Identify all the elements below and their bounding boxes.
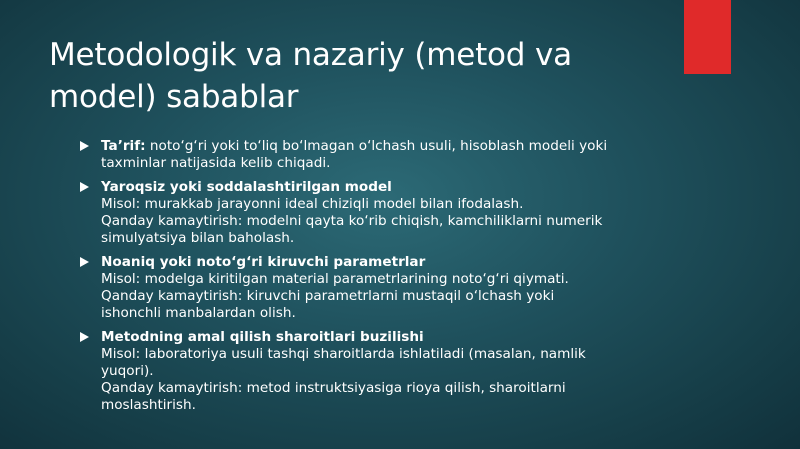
slide-title-line-2: model) sabablar [49,79,299,115]
bullet-text: simulyatsiya bilan baholash. [101,230,295,246]
bullet-text: Qanday kamaytirish: metod instruktsiyasiga rioya qilish, sharoitlarni [101,380,566,396]
bullet-text: Qanday kamaytirish: modelni qayta ko‘rib chiqish, kamchiliklarni numerik [101,213,603,229]
bullet-item-input-parameters [80,254,680,322]
triangle-bullet-icon [80,141,89,151]
bullet-text: moslashtirish. [101,397,196,413]
bullet-heading: Metodning amal qilish sharoitlari buzilishi [101,329,424,345]
bullet-text: Qanday kamaytirish: kiruvchi parametrlarni mustaqil o‘lchash yoki [101,288,555,304]
slide-title [49,34,669,118]
slide-title-line-1: Metodologik va nazariy (metod va [49,37,572,73]
bullet-text: ishonchli manbalardan olish. [101,305,296,321]
bullet-item-invalid-model [80,179,680,247]
bullet-first-line [101,138,680,155]
bullet-item-definition [80,138,680,172]
triangle-bullet-icon [80,257,89,267]
bullet-text: Misol: modelga kiritilgan material parametrlarining noto‘g‘ri qiymati. [101,271,569,287]
bullet-heading: Yaroqsiz yoki soddalashtirilgan model [101,179,392,195]
bullet-item-method-conditions [80,329,680,414]
accent-bar [684,0,731,74]
bullet-text: noto‘g‘ri yoki to‘liq bo‘lmagan o‘lchash usuli, hisoblash modeli yoki [145,138,608,154]
triangle-bullet-icon [80,182,89,192]
bullet-text: Misol: murakkab jarayonni ideal chiziqli model bilan ifodalash. [101,196,524,212]
bullet-text: Misol: laboratoriya usuli tashqi sharoitlarda ishlatiladi (masalan, namlik [101,346,586,362]
bullet-text: yuqori). [101,363,154,379]
triangle-bullet-icon [80,332,89,342]
bullet-heading: Ta’rif: [101,138,146,154]
bullet-text: taxminlar natijasida kelib chiqadi. [101,155,331,171]
bullet-list [80,138,680,421]
bullet-heading: Noaniq yoki noto‘g‘ri kiruvchi parametrlar [101,254,426,270]
